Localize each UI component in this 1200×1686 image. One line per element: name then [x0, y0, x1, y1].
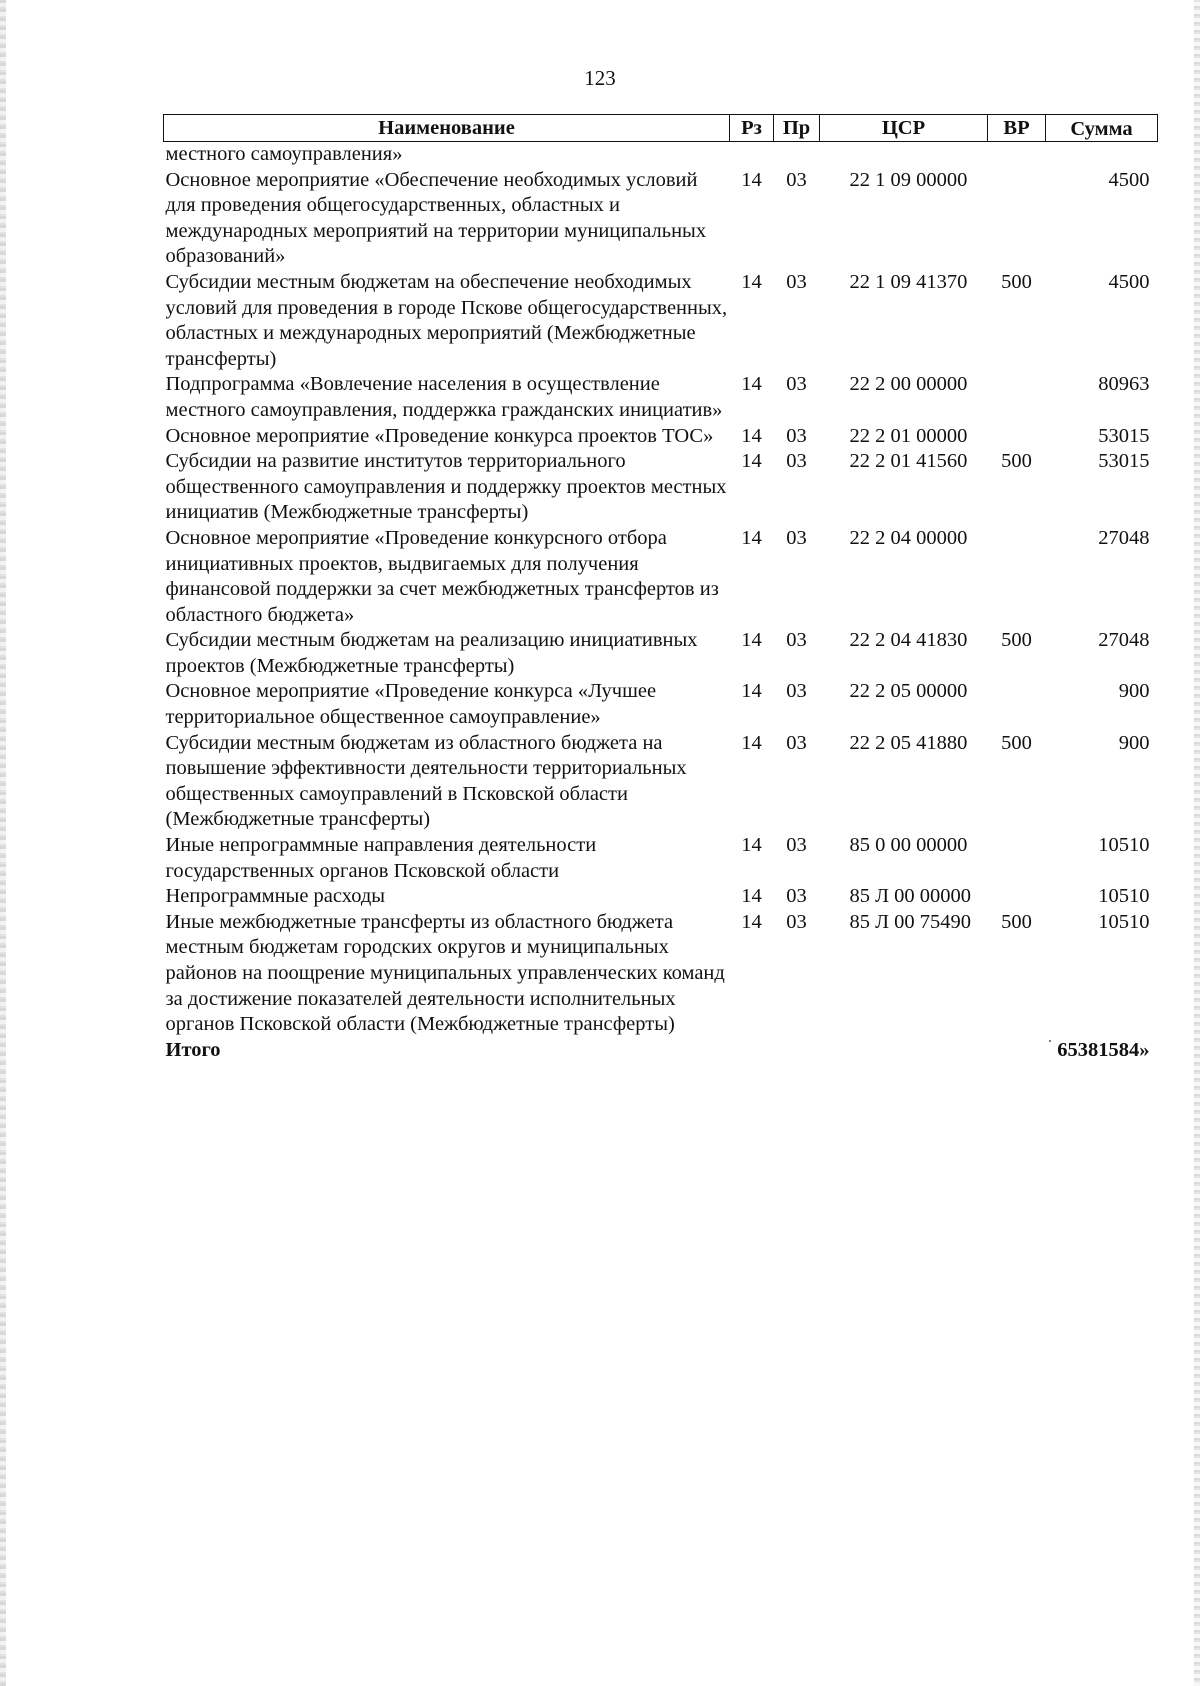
cell-csr: 85 Л 00 75490 — [849, 910, 972, 933]
cell-rz: 14 — [741, 424, 762, 447]
cell-csr: 22 2 01 41560 — [849, 450, 968, 473]
cell-name: Основное мероприятие «Обеспечение необходимых условий для проведения общегосударственных, областных и международных мероприятий на территории муниципальных образований» — [165, 168, 707, 268]
header-rz: Рз — [730, 115, 774, 142]
cell-pr: 03 — [786, 834, 807, 857]
cell-name: Иные межбюджетные трансферты из областного бюджета местным бюджетам городских округов и муниципальных районов на поощрение муниципальных управленческих команд за достижение показателей деятельности исполнительных органов Псковской области (Межбюджетные трансферты) — [165, 910, 725, 1036]
table-row — [164, 142, 1158, 168]
cell-vr: 500 — [1001, 270, 1032, 293]
total-empty-pr — [774, 1038, 820, 1064]
total-row — [164, 1038, 1158, 1064]
cell-name: Субсидии местным бюджетам на реализацию инициативных проектов (Межбюджетные трансферты) — [165, 629, 698, 677]
table-row — [164, 910, 1158, 1038]
total-label: Итого — [165, 1038, 221, 1061]
total-empty-csr — [820, 1038, 988, 1064]
table-header — [164, 115, 1158, 142]
header-row — [164, 115, 1158, 142]
cell-sum: 10510 — [1098, 910, 1150, 933]
cell-vr: 500 — [1001, 450, 1032, 473]
table-row — [164, 628, 1158, 679]
total-empty-vr — [988, 1038, 1046, 1064]
cell-vr — [988, 884, 1046, 910]
cell-name: Основное мероприятие «Проведение конкурсного отбора инициативных проектов, выдвигаемых для получения финансовой поддержки за счет межбюджетных трансфертов из областного бюджета» — [165, 526, 719, 626]
cell-pr: 03 — [786, 885, 807, 908]
cell-sum: 27048 — [1098, 526, 1150, 549]
table-row — [164, 424, 1158, 450]
table-row — [164, 731, 1158, 833]
total-empty-rz — [730, 1038, 774, 1064]
cell-name: Субсидии местным бюджетам из областного бюджета на повышение эффективности деятельности территориальных общественных самоуправлений в Псковской области (Межбюджетные трансферты) — [165, 731, 687, 831]
table-row — [164, 168, 1158, 270]
cell-name: Основное мероприятие «Проведение конкурса «Лучшее территориальное общественное самоуправление» — [165, 680, 657, 729]
table-row — [164, 526, 1158, 628]
cell-csr: 85 0 00 00000 — [849, 834, 968, 857]
cell-name: Иные непрограммные направления деятельности государственных органов Псковской области — [165, 834, 597, 882]
scan-speck — [1049, 1040, 1051, 1042]
cell-sum: 900 — [1118, 731, 1150, 754]
header-sum: Сумма — [1046, 115, 1158, 142]
header-vr: ВР — [988, 115, 1046, 142]
table-row — [164, 833, 1158, 884]
cell-rz: 14 — [741, 373, 762, 396]
cell-sum: 10510 — [1098, 885, 1150, 908]
cell-pr: 03 — [786, 270, 807, 293]
cell-vr — [988, 679, 1046, 730]
cell-vr: 500 — [1001, 731, 1032, 754]
cell-rz — [730, 142, 774, 168]
budget-table — [163, 114, 1158, 1063]
cell-vr: 500 — [1001, 629, 1032, 652]
cell-sum: 53015 — [1098, 424, 1150, 447]
cell-name: Основное мероприятие «Проведение конкурса проектов ТОС» — [165, 424, 714, 447]
table-row — [164, 884, 1158, 910]
page-number: 123 — [584, 66, 616, 90]
scan-edge-right — [1194, 0, 1200, 1686]
cell-rz: 14 — [741, 526, 762, 549]
cell-csr — [820, 142, 988, 168]
cell-pr: 03 — [786, 424, 807, 447]
cell-pr: 03 — [786, 629, 807, 652]
cell-name: местного самоуправления» — [165, 143, 403, 165]
header-csr: ЦСР — [820, 115, 988, 142]
cell-pr: 03 — [786, 680, 807, 703]
cell-csr: 22 1 09 00000 — [849, 168, 968, 191]
cell-csr: 22 2 05 00000 — [849, 680, 968, 703]
cell-rz: 14 — [741, 450, 762, 473]
table-row — [164, 679, 1158, 730]
cell-csr: 22 2 05 41880 — [849, 731, 968, 754]
cell-pr: 03 — [786, 910, 807, 933]
cell-sum: 4500 — [1108, 168, 1150, 191]
cell-name: Субсидии местным бюджетам на обеспечение необходимых условий для проведения в городе Пскове общегосударственных, областных и международных мероприятий (Межбюджетные трансферты) — [165, 270, 728, 370]
cell-pr: 03 — [786, 526, 807, 549]
table-row — [164, 270, 1158, 372]
cell-sum: 53015 — [1098, 450, 1150, 473]
table-body — [164, 142, 1158, 1064]
cell-csr: 22 1 09 41370 — [849, 270, 968, 293]
header-pr: Пр — [774, 115, 820, 142]
cell-rz: 14 — [741, 680, 762, 703]
cell-sum: 900 — [1118, 680, 1150, 703]
table-row — [164, 449, 1158, 526]
cell-vr — [988, 833, 1046, 884]
cell-rz: 14 — [741, 885, 762, 908]
cell-vr: 500 — [1001, 910, 1032, 933]
cell-sum: 10510 — [1098, 834, 1150, 857]
cell-sum: 27048 — [1098, 629, 1150, 652]
cell-vr — [988, 168, 1046, 270]
total-sum: 65381584» — [1057, 1038, 1150, 1061]
scan-edge-left — [0, 0, 6, 1686]
cell-name: Подпрограмма «Вовлечение населения в осуществление местного самоуправления, поддержка гражданских инициатив» — [165, 373, 723, 421]
cell-vr — [988, 142, 1046, 168]
cell-name: Непрограммные расходы — [165, 885, 386, 908]
cell-csr: 22 2 01 00000 — [849, 424, 968, 447]
cell-pr: 03 — [786, 731, 807, 754]
cell-csr: 85 Л 00 00000 — [849, 885, 972, 908]
cell-sum: 4500 — [1108, 270, 1150, 293]
cell-csr: 22 2 00 00000 — [849, 373, 968, 396]
cell-vr — [988, 372, 1046, 423]
cell-rz: 14 — [741, 270, 762, 293]
table-row — [164, 372, 1158, 423]
cell-rz: 14 — [741, 168, 762, 191]
cell-csr: 22 2 04 41830 — [849, 629, 968, 652]
cell-vr — [988, 526, 1046, 628]
cell-rz: 14 — [741, 731, 762, 754]
cell-rz: 14 — [741, 629, 762, 652]
cell-pr: 03 — [786, 450, 807, 473]
cell-rz: 14 — [741, 910, 762, 933]
cell-name: Субсидии на развитие институтов территориального общественного самоуправления и поддержку проектов местных инициатив (Межбюджетные трансферты) — [165, 450, 727, 524]
cell-pr — [774, 142, 820, 168]
cell-pr: 03 — [786, 168, 807, 191]
cell-pr: 03 — [786, 373, 807, 396]
cell-csr: 22 2 04 00000 — [849, 526, 968, 549]
cell-sum — [1046, 142, 1158, 168]
header-name: Наименование — [164, 115, 730, 142]
cell-vr — [988, 424, 1046, 450]
cell-sum: 80963 — [1098, 373, 1150, 396]
cell-rz: 14 — [741, 834, 762, 857]
